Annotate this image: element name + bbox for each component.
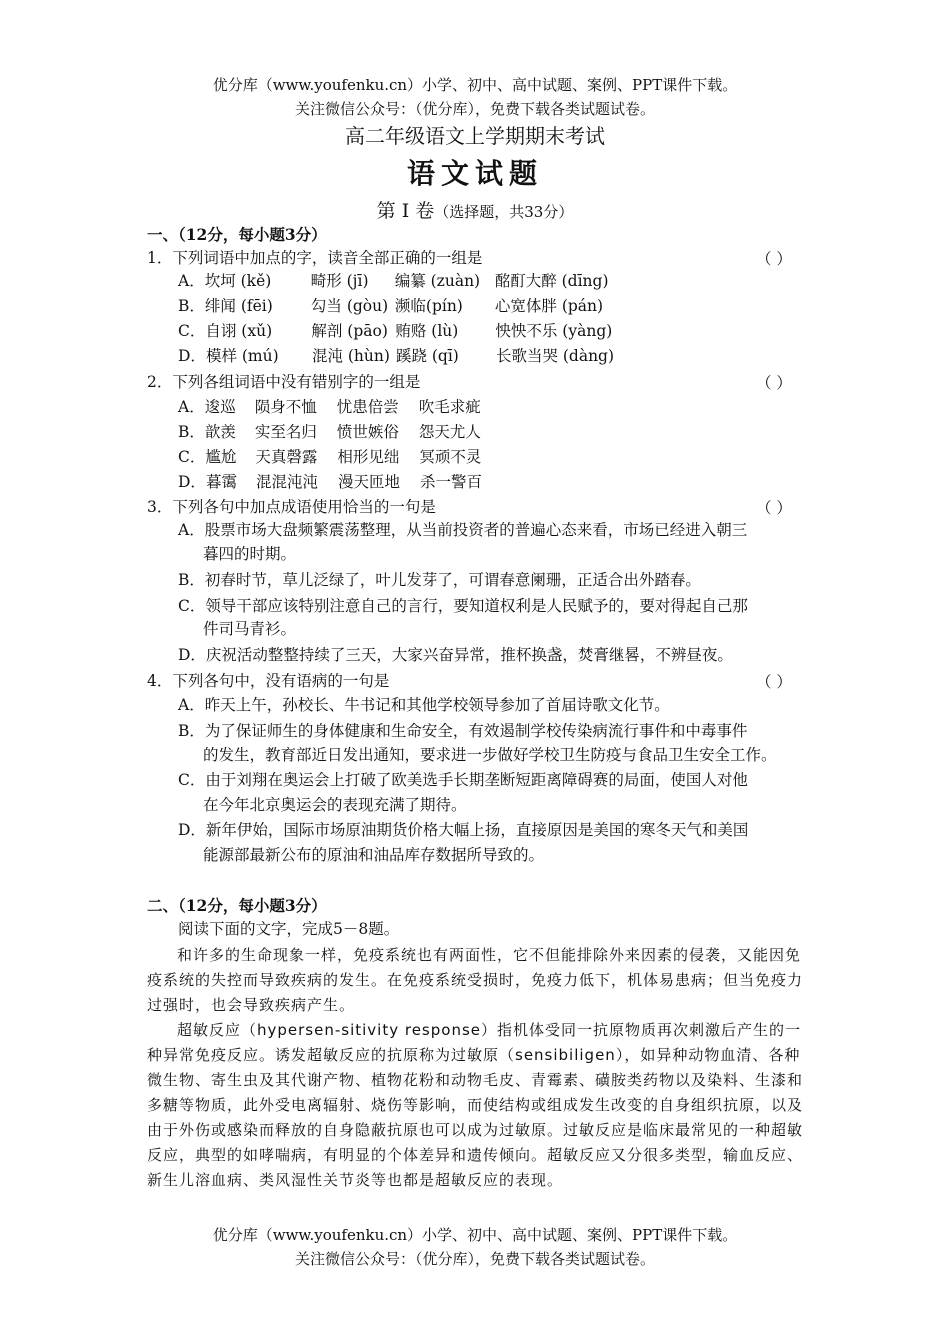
question-2-answer-bracket: （ ） xyxy=(756,374,792,392)
question-2-option-b: B．歆羡 实至名归 愤世嫉俗 怨天尤人 xyxy=(178,423,481,441)
question-4-option-b-line-1: B．为了保证师生的身体健康和生命安全，有效遏制学校传染病流行事件和中毒事件 xyxy=(178,722,748,740)
question-4-option-c-line-1: C．由于刘翔在奥运会上打破了欧美选手长期垄断短距离障碍赛的局面，使国人对他 xyxy=(178,771,748,789)
section-2-heading: 二、（12分，每小题3分） xyxy=(147,896,327,915)
question-4-option-a: A．昨天上午，孙校长、牛书记和其他学校领导参加了首届诗歌文化节。 xyxy=(178,696,670,714)
question-3-option-d: D．庆祝活动整整持续了三天，大家兴奋异常，推杯换盏，焚膏继晷，不辨昼夜。 xyxy=(178,646,733,664)
question-2-option-a: A．逡巡 陨身不恤 忧患倍尝 吹毛求疵 xyxy=(178,398,481,416)
question-2-option-d: D．暮霭 混混沌沌 漫天匝地 杀一警百 xyxy=(178,473,482,491)
page-header-line-2: 关注微信公众号：（优分库），免费下载各类试题试卷。 xyxy=(294,100,655,118)
question-4-answer-bracket: （ ） xyxy=(756,673,792,691)
page-header-line-1: 优分库（www.youfenku.cn）小学、初中、高中试题、案例、PPT课件下载。 xyxy=(212,76,738,94)
question-3-answer-bracket: （ ） xyxy=(756,499,792,517)
question-1-option-d: D．模样 (mú) 混沌 (hùn) 蹊跷 (qī) 长歌当哭 (dàng) xyxy=(178,347,615,365)
question-3-option-a-line-1: A．股票市场大盘频繁震荡整理，从当前投资者的普遍心态来看，市场已经进入朝三 xyxy=(178,521,748,539)
page-footer-line-1: 优分库（www.youfenku.cn）小学、初中、高中试题、案例、PPT课件下载。 xyxy=(212,1226,738,1244)
question-4-option-d-line-2: 能源部最新公布的原油和油品库存数据所导致的。 xyxy=(203,846,545,864)
question-4-option-c-line-2: 在今年北京奥运会的表现充满了期待。 xyxy=(203,796,467,814)
reading-instruction: 阅读下面的文字，完成5－8题。 xyxy=(178,920,400,938)
volume-note: （选择题，共33分） xyxy=(434,203,574,221)
question-1-option-c: C．自诩 (xǔ) 解剖 (pāo) 贿赂 (lù) 怏怏不乐 (yàng) xyxy=(178,322,613,340)
question-2-option-c: C．尴尬 天真磬露 相形见绌 冥顽不灵 xyxy=(178,448,482,466)
exam-title: 高二年级语文上学期期末考试 xyxy=(345,124,605,148)
question-4-stem: 4．下列各句中，没有语病的一句是 xyxy=(147,672,390,690)
subject-title: 语文试题 xyxy=(406,157,543,190)
question-1-option-b: B．绯闻 (fēi) 勾当 (gòu) 濒临(pín) 心宽体胖 (pán) xyxy=(178,297,604,315)
question-1-option-a: A．坎坷 (kě) 畸形 (jī) 编纂 (zuàn) 酩酊大醉 (dīng) xyxy=(178,272,609,290)
passage-paragraph-1: 和许多的生命现象一样，免疫系统也有两面性，它不但能排除外来因素的侵袭，又能因免疫系统的失控而导致疾病的发生。在免疫系统受损时，免疫力低下，机体易患病；但当免疫力过强时，也会导致疾病产生。 xyxy=(147,946,804,1014)
question-3-option-a-line-2: 暮四的时期。 xyxy=(203,545,297,563)
question-4-option-b-line-2: 的发生，教育部近日发出通知，要求进一步做好学校卫生防疫与食品卫生安全工作。 xyxy=(203,746,777,764)
passage-paragraph-2: 超敏反应（hypersen-sitivity response）指机体受同一抗原物质再次刺激后产生的一种异常免疫反应。诱发超敏反应的抗原称为过敏原（sensibiligen），如异种动物血清、各种微生物、寄生虫及其代谢产物、植物花粉和动物毛皮、青霉素、磺胺类药物以及染料、生漆和多糖等物质，此外受电离辐射、烧伤等影响，而使结构或组成发生改变的自身组织抗原，以及由于外伤或感染而释放的自身隐蔽抗原也可以成为过敏原。过敏反应是临床最常见的一种超敏反应，典型的如哮喘病，有明显的个体差异和遗传倾向。超敏反应又分很多类型，输血反应、新生儿溶血病、类风湿性关节炎等也都是超敏反应的表现。 xyxy=(147,1021,804,1189)
question-1-answer-bracket: （ ） xyxy=(756,250,792,268)
question-2-stem: 2．下列各组词语中没有错别字的一组是 xyxy=(147,373,421,391)
question-3-option-c-line-2: 件司马青衫。 xyxy=(203,620,297,638)
page-footer-line-2: 关注微信公众号：（优分库），免费下载各类试题试卷。 xyxy=(294,1250,655,1268)
question-4-option-d-line-1: D．新年伊始，国际市场原油期货价格大幅上扬，直接原因是美国的寒冬天气和美国 xyxy=(178,821,749,839)
question-3-stem: 3．下列各句中加点成语使用恰当的一句是 xyxy=(147,498,436,516)
question-3-option-b: B．初春时节，草儿泛绿了，叶儿发芽了，可谓春意阑珊，正适合出外踏春。 xyxy=(178,571,701,589)
question-1-stem: 1．下列词语中加点的字，读音全部正确的一组是 xyxy=(147,249,483,267)
volume-label: 第 I 卷 xyxy=(376,200,435,222)
question-3-option-c-line-1: C．领导干部应该特别注意自己的言行，要知道权利是人民赋予的，要对得起自己那 xyxy=(178,597,748,615)
volume-title xyxy=(0,196,950,223)
section-1-heading: 一、（12分，每小题3分） xyxy=(147,225,327,244)
